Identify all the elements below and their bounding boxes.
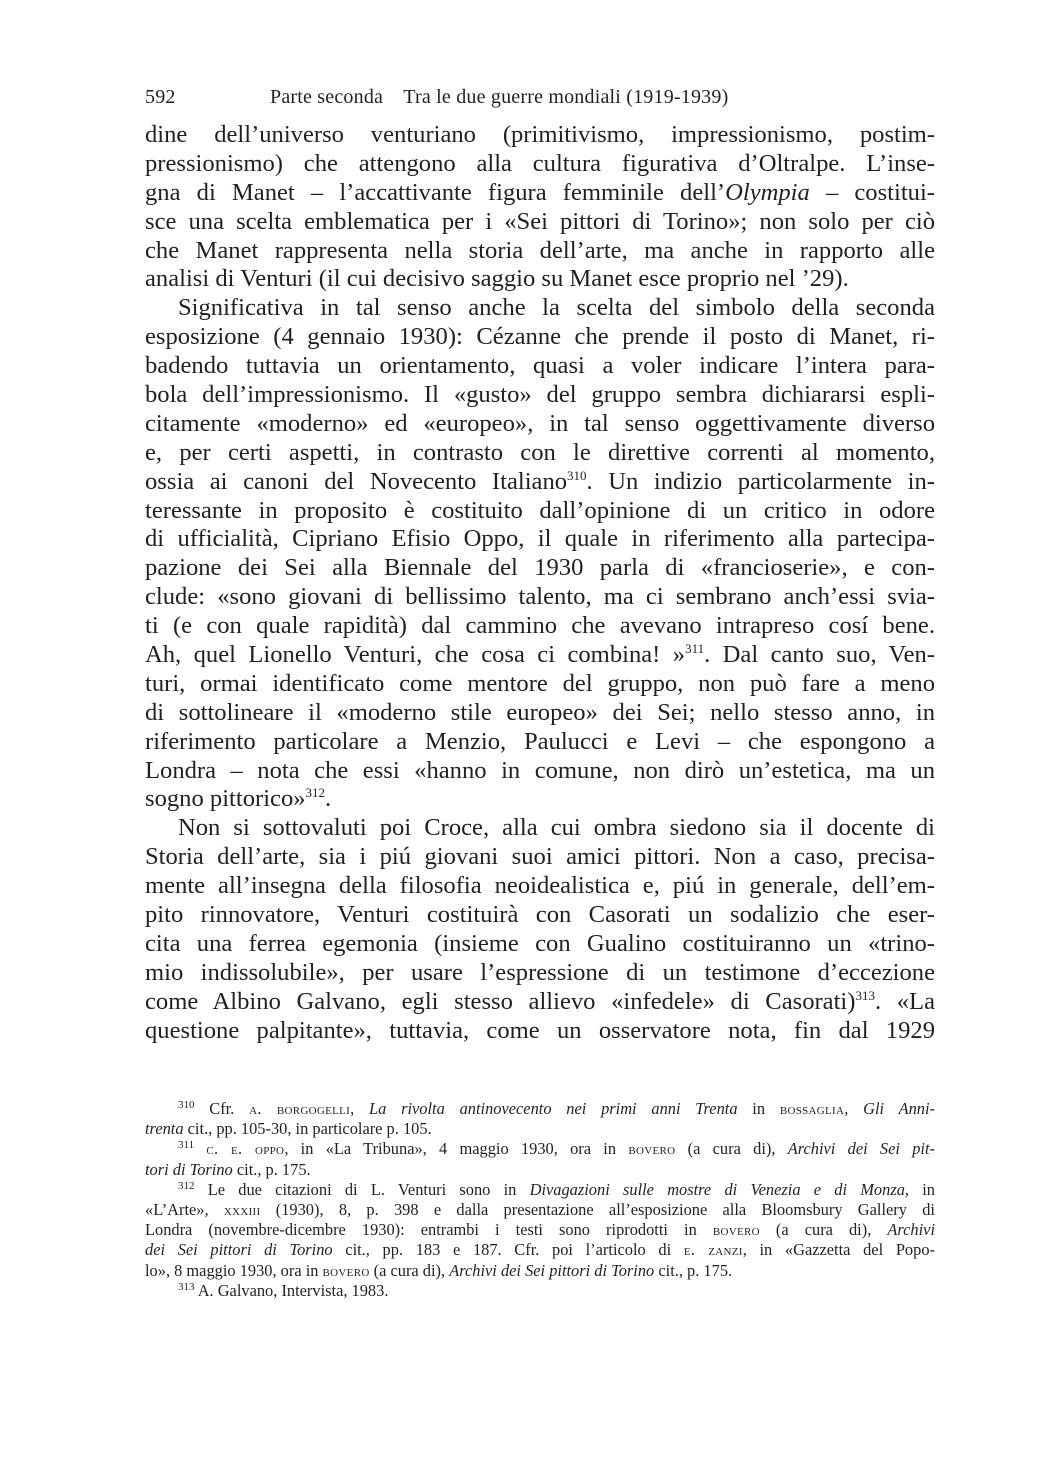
text-line: Non si sottovaluti poi Croce, alla cui ombra siedono sia il docente di [178,814,935,842]
footnote-313: $^{313}$ A. Galvano, Intervista, 1983. [178,1280,389,1300]
text-line: cita una ferrea egemonia (insieme con Gualino costituiranno un «trino- [145,929,935,957]
footnote-310: $^{310}$ Cfr. a. borgogelli, La rivolta antinovecento nei primi anni Trenta in bossaglia, Gli Anni- [178,1099,935,1118]
text-line: pressionismo) che attengono alla cultura figurativa d’Oltralpe. L’inse- [145,149,935,177]
text-line: e, per certi aspetti, in contrasto con le direttive correnti al momento, [145,438,935,466]
footnote-311: $^{311}$ c. e. oppo, in «La Tribuna», 4 maggio 1930, ora in bovero (a cura di), Archivi dei Sei pit- [178,1139,935,1159]
text-line: pazione dei Sei alla Biennale del 1930 parla di «francioserie», e con- [145,554,935,582]
text-line: mio indissolubile», per usare l’espressione di un testimone d’eccezione [145,958,935,986]
text-line: dine dell’universo venturiano (primitivismo, impressionismo, postim- [145,121,935,148]
text-line: turi, ormai identificato come mentore del gruppo, non può fare a meno [145,669,935,697]
text-line: gna di Manet – l’accattivante figura femminile dell’Olympia – costitui- [145,178,935,206]
footnote-312-cont: «L’Arte», xxxiii (1930), 8, p. 398 e dalla presentazione all’esposizione alla Bloomsbury Gallery di [145,1199,935,1219]
text-line: analisi di Venturi (il cui decisivo saggio su Manet esce proprio nel ’29). [145,265,849,293]
footnote-ref: 311 [685,641,705,657]
footnote-312: $^{312}$ Le due citazioni di L. Venturi sono in Divagazioni sulle mostre di Venezia e di Monza, in [178,1179,935,1199]
text-line: clude: «sono giovani di bellissimo talento, ma ci sembrano anch’essi svia- [145,583,935,611]
running-header [145,86,935,116]
text-line: come Albino Galvano, egli stesso allievo «infedele» di Casorati)$^{313}$. «La [145,987,935,1015]
footnote-number: 313 [178,1280,195,1293]
footnote-number: 310 [178,1099,195,1111]
footnote-ref: 313 [855,987,875,1003]
footnote-310-cont: trenta cit., pp. 105-30, in particolare p. 105. [145,1119,432,1139]
text-line: mente all’insegna della filosofia neoidealistica e, piú in generale, dell’em- [145,872,935,900]
text-line: esposizione (4 gennaio 1930): Cézanne che prende il posto di Manet, ri- [145,323,935,351]
text-line: di ufficialità, Cipriano Efisio Oppo, il quale in riferimento alla partecipa- [145,525,935,553]
text-line: pito rinnovatore, Venturi costituirà con Casorati un sodalizio che eser- [145,901,935,929]
text-line: teressante in proposito è costituito dall’opinione di un critico in odore [145,496,935,524]
page-number: 592 [145,86,176,108]
text-line: citamente «moderno» ed «europeo», in tal senso oggettivamente diverso [145,409,935,437]
footnote-312-cont: dei Sei pittori di Torino cit., pp. 183 e 187. Cfr. poi l’articolo di e. zanzi, in «Gazzetta del Popo- [145,1240,935,1260]
main-text [145,121,935,1046]
text-line: Londra – nota che essi «hanno in comune, non dirò un’estetica, ma un [145,756,935,784]
text-line: che Manet rappresenta nella storia dell’arte, ma anche in rapporto alle [145,236,935,264]
footnote-ref: 312 [305,785,326,801]
text-line: badendo tuttavia un orientamento, quasi a voler indicare l’intera para- [145,352,935,380]
running-title: Parte seconda Tra le due guerre mondiali (1919-1939) [270,86,729,108]
text-line: ossia ai canoni del Novecento Italiano$^{310}$. Un indizio particolarmente in- [145,467,935,495]
footnote-number: 311 [178,1139,195,1152]
text-line: Storia dell’arte, sia i piú giovani suoi amici pittori. Non a caso, precisa- [145,843,935,871]
footnote-312-cont: Londra (novembre-dicembre 1930): entrambi i testi sono riprodotti in bovero (a cura di), Archivi [145,1220,935,1240]
footnote-312-cont: lo», 8 maggio 1930, ora in bovero (a cura di), Archivi dei Sei pittori di Torino cit., p. 175. [145,1260,733,1280]
footnote-ref: 310 [567,467,587,483]
footnotes [145,1099,935,1301]
text-line: questione palpitante», tuttavia, come un osservatore nota, fin dal 1929 [145,1016,935,1044]
text-line: sogno pittorico»$^{312}$. [145,785,332,813]
text-line: di sottolineare il «moderno stile europeo» dei Sei; nello stesso anno, in [145,698,935,726]
italic-title: Olympia [725,178,810,206]
text-line: bola dell’impressionismo. Il «gusto» del gruppo sembra dichiararsi espli- [145,381,935,409]
footnote-311-cont: tori di Torino cit., p. 175. [145,1159,311,1179]
text-line: riferimento particolare a Menzio, Paulucci e Levi – che espongono a [145,727,935,755]
text-line: Ah, quel Lionello Venturi, che cosa ci combina! »$^{311}$. Dal canto suo, Ven- [145,641,935,669]
text-line: ti (e con quale rapidità) dal cammino che avevano intrapreso cosí bene. [145,612,935,640]
text-line: Significativa in tal senso anche la scelta del simbolo della seconda [178,294,935,322]
text-line: sce una scelta emblematica per i «Sei pittori di Torino»; non solo per ciò [145,207,935,235]
footnote-number: 312 [178,1179,195,1192]
